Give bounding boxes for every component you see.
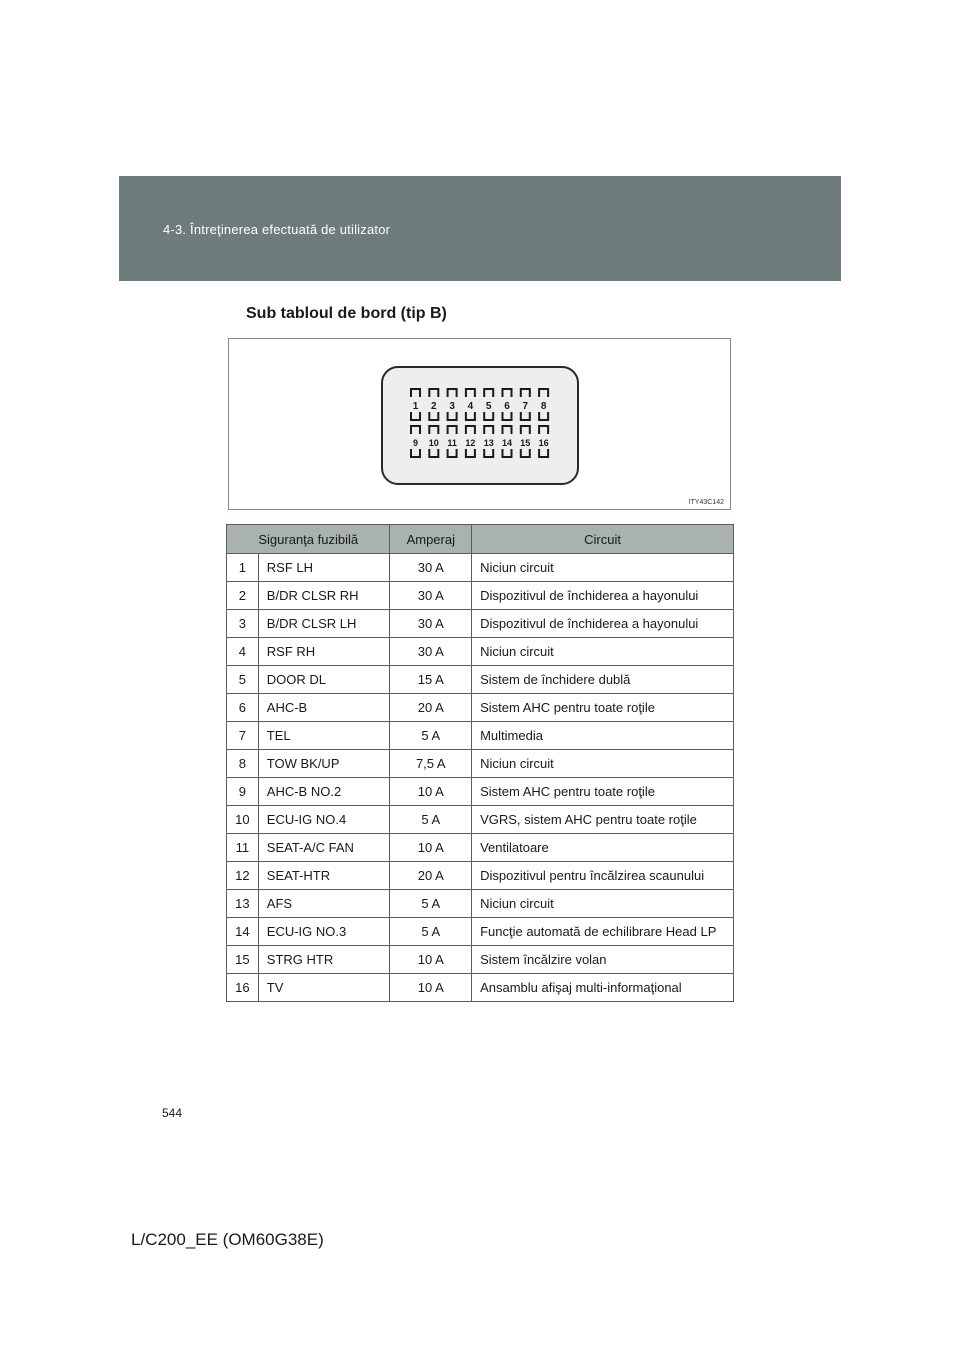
fuse-name: SEAT-A/C FAN: [258, 834, 390, 862]
fuse-number: 3: [227, 610, 259, 638]
fuse-slot-label: 12: [465, 438, 476, 448]
fuse-slot-label: 10: [428, 438, 439, 448]
table-header-row: [227, 525, 734, 554]
header-circuit: Circuit: [472, 525, 734, 554]
table-row: [227, 582, 734, 610]
fuse-circuit: Dispozitivul de închiderea a hayonului: [472, 582, 734, 610]
fuse-name: STRG HTR: [258, 946, 390, 974]
table-row: [227, 638, 734, 666]
fuse-amperage: 10 A: [390, 778, 472, 806]
fuse-number: 11: [227, 834, 259, 862]
fuse-number: 13: [227, 890, 259, 918]
fuse-table: [226, 524, 734, 1002]
fuse-amperage: 20 A: [390, 862, 472, 890]
fuse-name: AHC-B NO.2: [258, 778, 390, 806]
fuse-number: 5: [227, 666, 259, 694]
fuse-name: AFS: [258, 890, 390, 918]
fuse-number: 7: [227, 722, 259, 750]
table-row: [227, 610, 734, 638]
fuse-amperage: 30 A: [390, 638, 472, 666]
fuse-name: SEAT-HTR: [258, 862, 390, 890]
fuse-circuit: Dispozitivul de închiderea a hayonului: [472, 610, 734, 638]
fuse-slot-label: 16: [538, 438, 549, 448]
fuse-amperage: 5 A: [390, 890, 472, 918]
fuse-amperage: 30 A: [390, 554, 472, 582]
fuse-slot-label: 7: [522, 401, 529, 412]
fuse-amperage: 10 A: [390, 974, 472, 1002]
fuse-name: RSF LH: [258, 554, 390, 582]
table-row: [227, 722, 734, 750]
fuse-name: ECU-IG NO.3: [258, 918, 390, 946]
footer-code: L/C200_EE (OM60G38E): [131, 1230, 324, 1249]
fuse-amperage: 5 A: [390, 806, 472, 834]
fuse-circuit: Ansamblu afişaj multi-informaţional: [472, 974, 734, 1002]
fuse-slot-label: 1: [412, 401, 419, 412]
fuse-name: B/DR CLSR LH: [258, 610, 390, 638]
fuse-number: 2: [227, 582, 259, 610]
table-row: [227, 974, 734, 1002]
fuse-circuit: Dispozitivul pentru încălzirea scaunului: [472, 862, 734, 890]
header-fuse: Siguranţa fuzibilă: [227, 525, 390, 554]
fuse-name: TEL: [258, 722, 390, 750]
fuse-number: 6: [227, 694, 259, 722]
fuse-amperage: 15 A: [390, 666, 472, 694]
fuse-name: DOOR DL: [258, 666, 390, 694]
fuse-circuit: Funcţie automată de echilibrare Head LP: [472, 918, 734, 946]
fuse-number: 12: [227, 862, 259, 890]
fuse-amperage: 10 A: [390, 834, 472, 862]
fuse-name: TV: [258, 974, 390, 1002]
table-row: [227, 554, 734, 582]
table-row: [227, 750, 734, 778]
subtitle: Sub tabloul de bord (tip B): [246, 305, 447, 322]
table-row: [227, 694, 734, 722]
table-row: [227, 946, 734, 974]
fuse-circuit: Sistem încălzire volan: [472, 946, 734, 974]
fuse-circuit: Niciun circuit: [472, 554, 734, 582]
fuse-slot-label: 13: [483, 438, 494, 448]
fuse-circuit: Sistem AHC pentru toate roţile: [472, 694, 734, 722]
page-number: 544: [162, 1106, 183, 1120]
fuse-name: AHC-B: [258, 694, 390, 722]
fuse-circuit: Niciun circuit: [472, 750, 734, 778]
fuse-slot-label: 8: [540, 401, 547, 412]
fuse-amperage: 30 A: [390, 582, 472, 610]
fuse-circuit: Multimedia: [472, 722, 734, 750]
fuse-slot-label: 6: [504, 401, 510, 412]
table-row: [227, 918, 734, 946]
fuse-number: 8: [227, 750, 259, 778]
fuse-slot-label: 2: [431, 401, 437, 412]
fuse-name: RSF RH: [258, 638, 390, 666]
fuse-circuit: Sistem de închidere dublă: [472, 666, 734, 694]
fuse-slot-label: 5: [485, 401, 492, 412]
fuse-amperage: 10 A: [390, 946, 472, 974]
fuse-amperage: 20 A: [390, 694, 472, 722]
fuse-name: TOW BK/UP: [258, 750, 390, 778]
fuse-number: 1: [227, 554, 259, 582]
header-amperage: Amperaj: [390, 525, 472, 554]
table-row: [227, 834, 734, 862]
table-row: [227, 666, 734, 694]
fuse-number: 15: [227, 946, 259, 974]
fuse-number: 14: [227, 918, 259, 946]
table-row: [227, 890, 734, 918]
fuse-name: B/DR CLSR RH: [258, 582, 390, 610]
fuse-slot-label: 4: [467, 401, 474, 412]
fuse-number: 16: [227, 974, 259, 1002]
table-row: [227, 778, 734, 806]
fuse-circuit: VGRS, sistem AHC pentru toate roţile: [472, 806, 734, 834]
fuse-number: 9: [227, 778, 259, 806]
section-title: 4-3. Întreţinerea efectuată de utilizator: [163, 222, 391, 237]
fuse-circuit: Ventilatoare: [472, 834, 734, 862]
figure-code: ITY43C142: [688, 499, 724, 506]
fuse-slot-label: 15: [520, 438, 531, 448]
header-band: [119, 176, 841, 281]
table-row: [227, 862, 734, 890]
fuse-slot-label: 9: [412, 438, 419, 448]
fuse-amperage: 5 A: [390, 918, 472, 946]
fuse-box-diagram: [229, 339, 732, 511]
fuse-amperage: 30 A: [390, 610, 472, 638]
fuse-circuit: Niciun circuit: [472, 638, 734, 666]
fuse-amperage: 7,5 A: [390, 750, 472, 778]
fuse-circuit: Sistem AHC pentru toate roţile: [472, 778, 734, 806]
fuse-amperage: 5 A: [390, 722, 472, 750]
fuse-slot-label: 3: [449, 401, 455, 412]
fuse-number: 4: [227, 638, 259, 666]
fuse-name: ECU-IG NO.4: [258, 806, 390, 834]
table-row: [227, 806, 734, 834]
fuse-circuit: Niciun circuit: [472, 890, 734, 918]
fuse-slot-label: 11: [447, 438, 457, 448]
fuse-slot-label: 14: [501, 438, 513, 448]
fuse-number: 10: [227, 806, 259, 834]
fuse-box-figure: [228, 338, 731, 510]
